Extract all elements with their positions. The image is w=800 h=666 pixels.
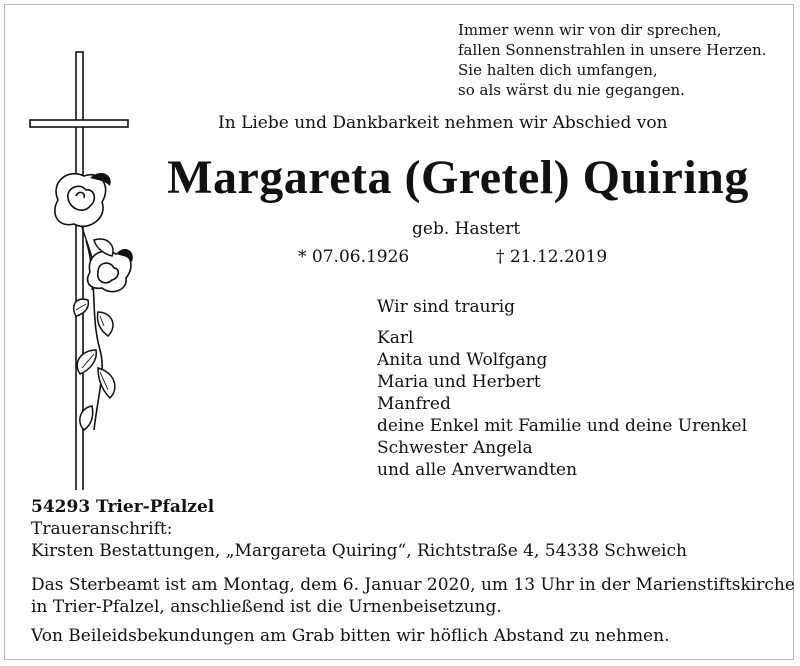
condolence-request: Von Beileidsbekundungen am Grab bitten wir höflich Abstand zu nehmen.: [31, 626, 670, 646]
cross-with-roses-icon: [28, 50, 148, 490]
deceased-name: Margareta (Gretel) Quiring: [167, 151, 749, 204]
notice-line: in Trier-Pfalzel, anschließend ist die Urnenbeisetzung.: [31, 597, 502, 617]
death-date: † 21.12.2019: [496, 247, 608, 267]
address-block: [31, 496, 687, 562]
intro-text: In Liebe und Dankbarkeit nehmen wir Abschied von: [218, 113, 668, 133]
poem-line: fallen Sonnenstrahlen in unsere Herzen.: [458, 41, 767, 59]
city-line: 54293 Trier-Pfalzel: [31, 497, 215, 517]
list-item: Anita und Wolfgang: [377, 350, 548, 370]
list-item: Manfred: [377, 394, 451, 414]
mourners-lead: Wir sind traurig: [377, 297, 516, 317]
service-notice: [31, 574, 795, 618]
mourners-block: [377, 297, 747, 481]
list-item: Maria und Herbert: [377, 372, 541, 392]
notice-line: Das Sterbeamt ist am Montag, dem 6. Januar 2020, um 13 Uhr in der Marienstiftskirche: [31, 575, 795, 595]
mourners-list: [377, 327, 747, 481]
poem: [458, 20, 766, 100]
maiden-name: geb. Hastert: [412, 219, 521, 239]
list-item: Schwester Angela: [377, 438, 533, 458]
poem-line: Sie halten dich umfangen,: [458, 61, 658, 79]
birth-date: * 07.06.1926: [298, 247, 410, 267]
list-item: deine Enkel mit Familie und deine Urenkel: [377, 416, 748, 436]
poem-line: so als wärst du nie gegangen.: [458, 81, 685, 99]
address-line: Kirsten Bestattungen, „Margareta Quiring“, Richtstraße 4, 54338 Schweich: [31, 541, 687, 561]
poem-line: Immer wenn wir von dir sprechen,: [458, 21, 722, 39]
list-item: und alle Anverwandten: [377, 460, 578, 480]
list-item: Karl: [377, 328, 414, 348]
address-label: Traueranschrift:: [31, 519, 173, 539]
